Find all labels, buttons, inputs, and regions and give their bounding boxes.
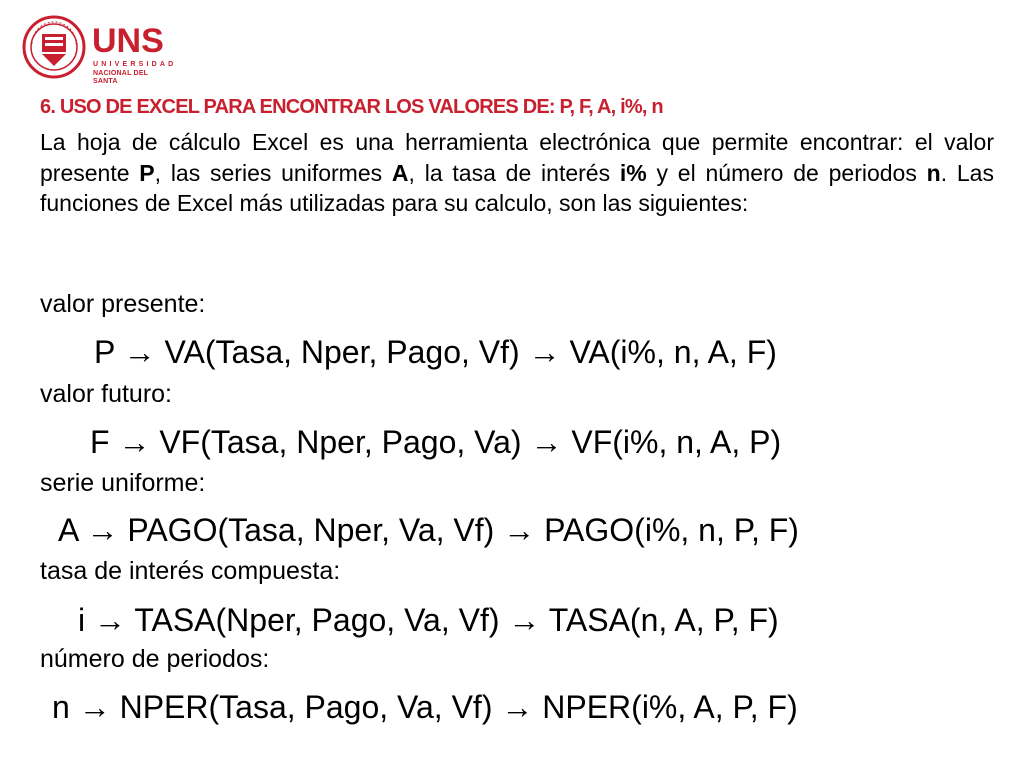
para-bold-p: P <box>139 159 155 186</box>
formula-valor-futuro: F → VF(Tasa, Nper, Pago, Va) → VF(i%, n, A, P) <box>90 424 782 460</box>
formula-tasa-interes: i → TASA(Nper, Pago, Va, Vf) → TASA(n, A, P, F) <box>78 602 779 638</box>
caption-serie-uniforme: serie uniforme: <box>40 469 206 497</box>
caption-valor-presente: valor presente: <box>40 290 206 318</box>
para-text-4: y el número de periodos <box>646 159 927 186</box>
caption-numero-periodos: número de periodos: <box>40 645 270 673</box>
formula-valor-presente: P → VA(Tasa, Nper, Pago, Vf) → VA(i%, n, A, F) <box>94 334 777 370</box>
para-bold-i: i% <box>619 159 647 186</box>
university-seal-icon <box>22 14 86 80</box>
caption-valor-futuro: valor futuro: <box>40 380 173 408</box>
logo-line-1: UNIVERSIDAD <box>93 61 177 68</box>
logo-line-2: NACIONAL DEL SANTA <box>93 70 149 85</box>
para-text-5: . Las funciones de Excel más utilizadas para su calculo, son las siguientes: <box>40 159 994 216</box>
formula-numero-periodos: n → NPER(Tasa, Pago, Va, Vf) → NPER(i%, A, P, F) <box>52 689 798 725</box>
caption-tasa-interes: tasa de interés compuesta: <box>40 557 341 585</box>
section-heading: 6. USO DE EXCEL PARA ENCONTRAR LOS VALORES DE: P, F, A, i%, n <box>40 96 663 118</box>
logo-wordmark: UNS <box>92 22 164 60</box>
university-logo <box>22 14 177 86</box>
para-text-3: , la tasa de interés <box>408 159 620 186</box>
para-bold-n: n <box>926 159 941 186</box>
intro-paragraph <box>40 127 994 219</box>
para-text-1: La hoja de cálculo Excel es una herramienta electrónica que permite encontrar: el valor presente <box>40 129 994 186</box>
para-bold-a: A <box>391 159 409 186</box>
formula-serie-uniforme: A → PAGO(Tasa, Nper, Va, Vf) → PAGO(i%, n, P, F) <box>58 512 799 548</box>
para-text-2: , las series uniformes <box>154 159 392 186</box>
